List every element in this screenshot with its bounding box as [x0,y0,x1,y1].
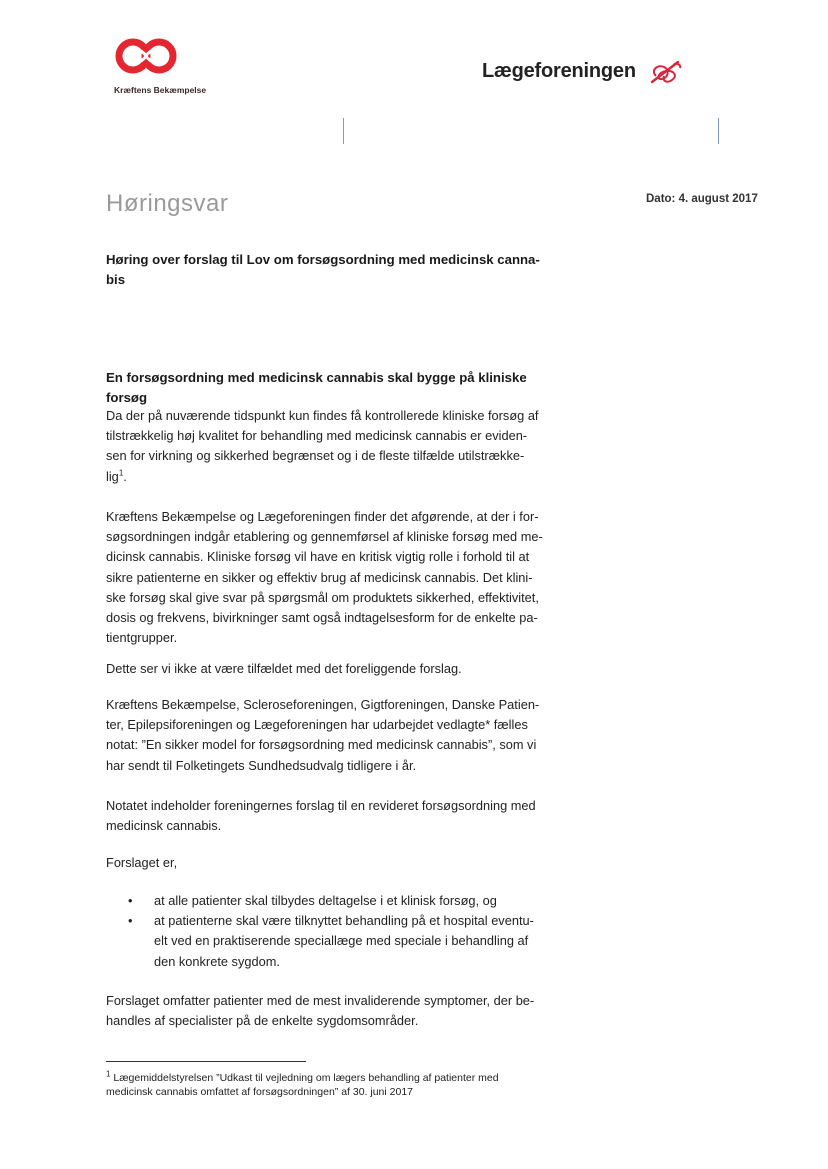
section-heading-line: forsøg [106,390,148,405]
bullet-icon: • [128,893,133,908]
scan-mark-left [343,118,344,144]
document-title: Høringsvar [106,190,229,217]
text-line: Kræftens Bekæmpelse, Scleroseforeningen, Gigtforeningen, Danske Patien- [106,697,540,712]
paragraph-6 [106,853,177,873]
text-line: sikre patienterne en sikker og effektiv brug af medicinsk cannabis. Det klini- [106,569,533,585]
list-item [106,891,534,911]
footnote-number: 1 [106,1069,111,1079]
paragraph-4 [106,695,539,776]
subject-line: Høring over forslag til Lov om forsøgsordning med medicinsk canna- [106,252,540,267]
paragraph-7 [106,991,534,1031]
lf-logo-text: Lægeforeningen [482,60,636,82]
section-heading [106,368,527,408]
subject-heading [106,250,540,290]
text-line [106,467,539,487]
footnote-line: medicinsk cannabis omfattet af forsøgsordningen” af 30. juni 2017 [106,1086,414,1098]
text-line: Da der på nuværende tidspunkt kun findes få kontrollerede kliniske forsøg af [106,408,539,423]
text-line: har sendt til Folketingets Sundhedsudvalg tidligere i år. [106,757,417,773]
text-line: tilstrækkelig høj kvalitet for behandling med medicinsk cannabis er eviden- [106,428,528,444]
text-line: sen for virkning og sikkerhed begrænset og i de fleste tilfælde utilstrække- [106,448,525,464]
text-line: at patienterne skal være tilknyttet behandling på et hospital eventu- [154,913,534,929]
footnote [106,1071,499,1099]
text-line: den konkrete sygdom. [154,953,280,969]
text-line: Kræftens Bekæmpelse og Lægeforeningen finder det afgørende, at der i for- [106,509,539,524]
section-heading-line: En forsøgsordning med medicinsk cannabis skal bygge på kliniske [106,370,527,385]
text-fragment: lig [106,468,119,484]
list-item [106,911,534,972]
kb-infinity-logo-icon [115,38,177,74]
footnote-line [106,1071,499,1085]
text-fragment: Lægemiddelstyrelsen ”Udkast til vejledning om lægers behandling af patienter med [113,1072,499,1084]
proposal-bullet-list [106,891,534,972]
paragraph-3 [106,659,462,679]
paragraph-5 [106,796,536,836]
footnote-reference: 1 [118,468,124,478]
paragraph-2 [106,507,543,648]
text-line: handles af specialister på de enkelte sygdomsområder. [106,1013,419,1029]
text-line: Notatet indeholder foreningernes forslag til en revideret forsøgsordning med [106,798,536,813]
text-line: dicinsk cannabis. Kliniske forsøg vil have en kritisk vigtig rolle i forhold til at [106,549,530,565]
text-line: dosis og frekvens, bivirkninger samt også indtagelsesform for de enkelte pa- [106,610,538,626]
text-line: Dette ser vi ikke at være tilfældet med det foreliggende forslag. [106,661,462,676]
subject-line: bis [106,272,126,287]
text-line: tientgrupper. [106,630,178,646]
bullet-icon: • [128,913,133,929]
text-line: søgsordningen indgår etablering og gennemførsel af kliniske forsøg med me- [106,529,543,545]
text-line: Forslaget er, [106,855,178,870]
text-line: medicinsk cannabis. [106,818,222,834]
text-fragment: . [123,468,127,484]
kb-logo-text: Kræftens Bekæmpelse [114,85,207,95]
text-line: ske forsøg skal give svar på spørgsmål om produktets sikkerhed, effektivitet, [106,589,539,605]
text-line: ter, Epilepsiforeningen og Lægeforeningen har udarbejdet vedlagte* fælles [106,717,528,733]
footnote-divider [106,1061,306,1062]
scan-mark-right [718,118,719,144]
text-line: elt ved en praktiserende speciallæge med speciale i behandling af [154,933,529,949]
aesculapian-snake-icon [648,58,684,86]
text-line: Forslaget omfatter patienter med de mest invaliderende symptomer, der be- [106,993,535,1008]
text-line: at alle patienter skal tilbydes deltagelse i et klinisk forsøg, og [154,893,497,908]
text-line: notat: ”En sikker model for forsøgsordning med medicinsk cannabis”, som vi [106,737,537,753]
document-date: Dato: 4. august 2017 [646,193,758,205]
paragraph-1 [106,406,539,487]
